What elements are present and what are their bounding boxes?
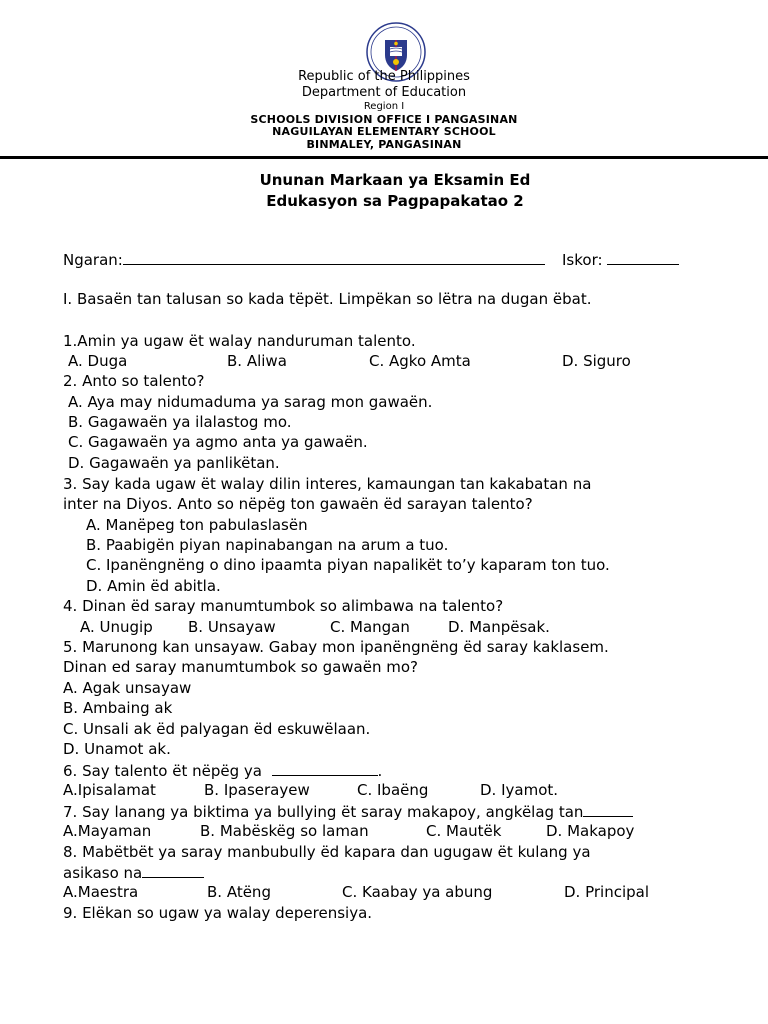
q7-option-c[interactable]: C. Mautëk — [426, 822, 502, 840]
q7-option-a[interactable]: A.Mayaman — [63, 822, 152, 840]
q8-option-a[interactable]: A.Maestra — [63, 883, 139, 901]
question-3-line-1: 3. Say kada ugaw ët walay dilin interes, kamaungan tan kakabatan na — [63, 475, 592, 493]
exam-subject: Edukasyon sa Pagpapakatao 2 — [266, 192, 524, 210]
q5-option-d[interactable]: D. Unamot ak. — [63, 740, 171, 758]
name-label: Ngaran: — [63, 251, 123, 269]
question-7-text: 7. Say lanang ya biktima ya bullying ët saray makapoy, angkëlag tan — [63, 803, 584, 821]
q7-answer-blank[interactable] — [583, 802, 633, 817]
q8-option-b[interactable]: B. Atëng — [207, 883, 271, 901]
score-field[interactable] — [562, 250, 679, 269]
department-line: Department of Education — [301, 85, 467, 100]
q3-option-c[interactable]: C. Ipanëngnëng o dino ipaamta piyan napalikët to’y kaparam ton tuo. — [86, 556, 610, 574]
score-label: Iskor: — [562, 251, 603, 269]
q1-option-c[interactable]: C. Agko Amta — [369, 352, 471, 370]
score-blank[interactable] — [607, 250, 679, 265]
q6-option-d[interactable]: D. Iyamot. — [480, 781, 559, 799]
q8-option-d[interactable]: D. Principal — [564, 883, 650, 901]
q5-option-b[interactable]: B. Ambaing ak — [63, 699, 173, 717]
q8-option-c[interactable]: C. Kaabay ya abung — [342, 883, 493, 901]
question-6 — [63, 761, 382, 780]
name-blank[interactable] — [123, 250, 545, 265]
school-line: NAGUILAYAN ELEMENTARY SCHOOL — [272, 125, 496, 138]
q6-answer-blank[interactable] — [272, 761, 378, 776]
q2-option-b[interactable]: B. Gagawaën ya ilalastog mo. — [68, 413, 292, 431]
q1-option-b[interactable]: B. Aliwa — [227, 352, 287, 370]
division-line: SCHOOLS DIVISION OFFICE I PANGASINAN — [250, 113, 518, 126]
question-1: 1.Amin ya ugaw ët walay nanduruman talento. — [63, 332, 416, 350]
question-5-line-1: 5. Marunong kan unsayaw. Gabay mon ipanëngnëng ëd saray kaklasem. — [63, 638, 609, 656]
q3-option-d[interactable]: D. Amin ëd abitla. — [86, 577, 221, 595]
name-field[interactable] — [63, 250, 545, 269]
q4-option-b[interactable]: B. Unsayaw — [188, 618, 276, 636]
q4-option-d[interactable]: D. Manpësak. — [448, 618, 550, 636]
q6-option-a[interactable]: A.Ipisalamat — [63, 781, 156, 799]
question-5-line-2: Dinan ed saray manumtumbok so gawaën mo? — [63, 658, 418, 676]
q6-option-c[interactable]: C. Ibaëng — [357, 781, 429, 799]
instruction: I. Basaën tan talusan so kada tëpët. Limpëkan so lëtra na dugan ëbat. — [63, 290, 592, 308]
region-line: Region I — [363, 101, 405, 112]
question-8-text: asikaso na — [63, 864, 143, 882]
q4-option-c[interactable]: C. Mangan — [330, 618, 410, 636]
q2-option-d[interactable]: D. Gagawaën ya panlikëtan. — [68, 454, 280, 472]
q3-option-b[interactable]: B. Paabigën piyan napinabangan na arum a tuo. — [86, 536, 449, 554]
q7-option-b[interactable]: B. Mabëskëg so laman — [200, 822, 369, 840]
question-8-line-1: 8. Mabëtbët ya saray manbubully ëd kapara dan ugugaw ët kulang ya — [63, 843, 591, 861]
q1-option-a[interactable]: A. Duga — [68, 352, 128, 370]
question-3-line-2: inter na Diyos. Anto so nëpëg ton gawaën ëd sarayan talento? — [63, 495, 533, 513]
question-8-line-2 — [63, 863, 204, 882]
header-divider — [0, 156, 768, 159]
question-7 — [63, 802, 633, 821]
location-line: BINMALEY, PANGASINAN — [306, 138, 462, 151]
question-4: 4. Dinan ëd saray manumtumbok so alimbawa na talento? — [63, 597, 504, 615]
q4-option-a[interactable]: A. Unugip — [80, 618, 153, 636]
q5-option-a[interactable]: A. Agak unsayaw — [63, 679, 192, 697]
question-2: 2. Anto so talento? — [63, 372, 205, 390]
q2-option-a[interactable]: A. Aya may nidumaduma ya sarag mon gawaën. — [68, 393, 433, 411]
republic-line: Republic of the Philippines — [298, 69, 470, 84]
q1-option-d[interactable]: D. Siguro — [562, 352, 631, 370]
question-6-end: . — [377, 762, 383, 780]
q3-option-a[interactable]: A. Manëpeg ton pabulaslasën — [86, 516, 308, 534]
q8-answer-blank[interactable] — [142, 863, 204, 878]
q5-option-c[interactable]: C. Unsali ak ëd palyagan ëd eskuwëlaan. — [63, 720, 371, 738]
question-6-text: 6. Say talento ët nëpëg ya — [63, 762, 262, 780]
q7-option-d[interactable]: D. Makapoy — [546, 822, 635, 840]
q2-option-c[interactable]: C. Gagawaën ya agmo anta ya gawaën. — [68, 433, 368, 451]
question-9: 9. Elëkan so ugaw ya walay deperensiya. — [63, 904, 373, 922]
exam-title: Ununan Markaan ya Eksamin Ed — [259, 171, 531, 189]
q6-option-b[interactable]: B. Ipaserayew — [204, 781, 310, 799]
